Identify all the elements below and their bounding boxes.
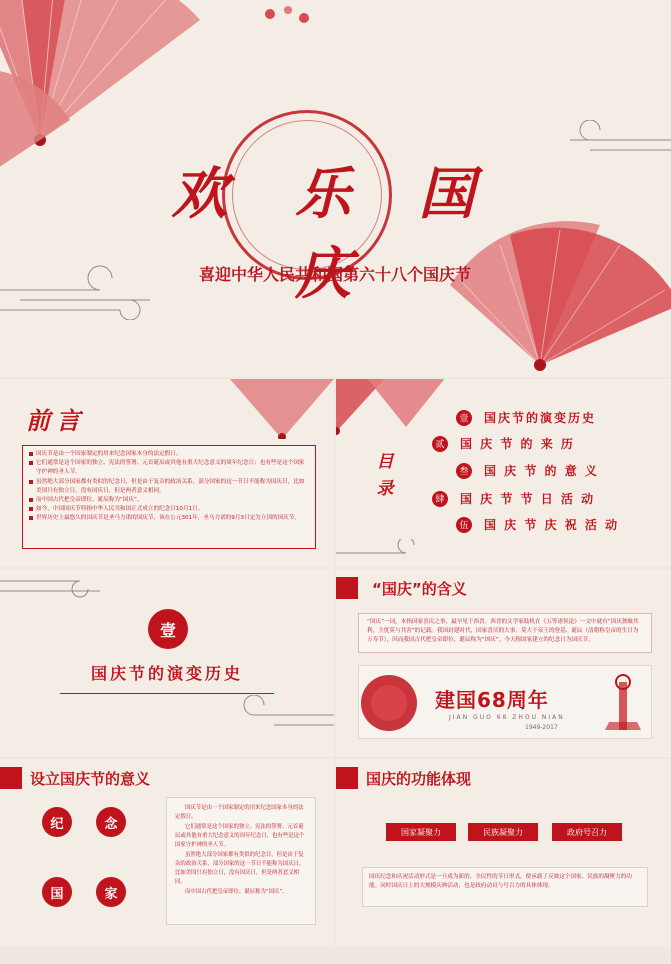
monument-icon [599,672,647,734]
circle-char-2: 念 [96,807,126,837]
significance-slide [0,759,334,947]
preface-paragraph: 它们通常是这个国家的独立、宪法的签署、元首诞辰或其他有重大纪念意义的周年纪念日；也有些是这个国家守护神的圣人节。 [29,459,309,477]
contents-heading: 目录 [376,452,394,499]
banner-title: 建国68周年 [435,688,549,712]
cloud-pattern-icon [0,569,110,605]
meaning-heading-row [336,577,467,599]
heading-marker-icon [336,577,358,599]
toc-item-4[interactable] [432,490,595,507]
significance-heading-row [0,767,150,789]
toc-number: 伍 [456,517,472,533]
meaning-heading: “国庆”的含义 [372,579,467,598]
preface-paragraph: 虽然绝大部分国家都有类似的纪念日，但是由于复杂的政治关系，部分国家的这一节日不能称为国庆日，比如美国只有独立日，没有国庆日，但是两者意义相同。 [29,478,309,496]
toc-label: 国 庆 节 庆 祝 活 动 [484,518,620,532]
function-heading: 国庆的功能体现 [366,769,472,788]
toc-label: 国 庆 节 的 来 历 [460,437,575,451]
section-divider [60,693,274,694]
toc-item-5[interactable] [456,516,619,533]
significance-paragraph: 虽然绝大部分国家都有类似的纪念日，但是由于复杂的政治关系，部分国家的这一节日不能称为国庆日，比如美国只有独立日，没有国庆日，但是两者意义相同。 [175,852,305,885]
toc-number: 肆 [432,491,448,507]
preface-heading: 前言 [26,406,86,435]
paper-fan-icon [230,379,334,439]
heading-marker-icon [0,767,22,789]
toc-number: 叁 [456,463,472,479]
section-title: 国庆节的演变历史 [90,664,243,683]
preface-paragraph: 而中国古代把皇帝即位、诞辰称为“国庆”。 [29,496,309,505]
toc-item-3[interactable] [456,462,599,479]
significance-heading: 设立国庆节的意义 [30,769,151,788]
cover-slide [0,0,671,377]
paper-fan-left-icon [0,60,80,190]
cloud-pattern-icon [570,120,671,160]
function-pill-1: 国家凝聚力 [386,823,456,841]
function-text-box: 国庆纪念和庆祝活动形式是一旦成为新的、全民性的节日形式，便承载了反映这个国家、民族的凝聚力的功能。同时国庆日上的大规模庆典活动，也是政府动员与号召力的具体体现。 [362,867,648,907]
section-slide [0,569,334,757]
preface-paragraph: 世界历史上最悠久的国庆节是圣马力诺的国庆节，该在公元301年，圣马力诺的9月3日定为立国的国庆节。 [29,514,309,523]
cover-subtitle: 喜迎中华人民共和国第六十八个国庆节 [198,265,471,284]
section-number-badge: 壹 [148,609,188,649]
significance-paragraph: 国庆节是由一个国家制定的用来纪念国家本身的法定假日。 [175,805,304,820]
circle-char-3: 国 [42,877,72,907]
significance-paragraph: 而中国古代把皇帝即位、诞辰称为“国庆”。 [185,889,288,895]
toc-item-2[interactable] [432,435,575,452]
function-pill-3: 政府号召力 [552,823,622,841]
circle-char-1: 纪 [42,807,72,837]
meaning-quote-box: “国庆”一词，本指国家喜庆之事，最早见于西晋。西晋的文学家陆机在《五等诸侯论》一文中就有“国庆独飨其利，主忧莫与共害”的记载。我国封建时代，国家喜庆的大事，莫大于帝王的登基、诞辰（清朝称皇帝的生日为万寿节），因而我国古代把皇帝即位、诞辰称为“国庆”。今天称国家建立的纪念日为国庆节。 [358,613,652,653]
banner-pinyin: JIAN GUO 68 ZHOU NIAN [449,714,565,721]
anniversary-banner [358,665,652,739]
function-pill-2: 民族凝聚力 [468,823,538,841]
preface-paragraph: 国庆节是由一个国家制定的用来纪念国家本身的法定假日。 [29,450,309,459]
preface-paragraph: 如今，中国国庆节特指中华人民共和国正式成立的纪念日10月1日。 [29,505,309,514]
paper-fan-cluster-icon [336,379,446,437]
function-heading-row [336,767,471,789]
contents-slide [336,379,671,567]
circle-char-4: 家 [96,877,126,907]
toc-label: 国 庆 节 的 意 义 [484,464,599,478]
preface-text-box [22,445,316,549]
cloud-pattern-icon [336,539,436,567]
toc-item-1[interactable] [456,409,596,426]
meaning-slide [336,569,671,757]
significance-paragraph: 它们通常是这个国家的独立、宪法的签署、元首诞辰或其他有重大纪念意义的周年纪念日，也有些是这个国家守护神的圣人节。 [175,824,305,848]
toc-number: 贰 [432,436,448,452]
cover-title: 欢 乐 国 庆 [171,161,499,307]
banner-date: 1949-2017 [525,724,558,731]
cloud-pattern-icon [234,695,334,735]
toc-label: 国庆节的演变历史 [484,411,597,425]
heading-marker-icon [336,767,358,789]
toc-label: 国 庆 节 节 日 活 动 [460,492,596,506]
significance-text-box [166,797,316,925]
plum-blossom-icon [258,2,318,32]
function-slide [336,759,671,947]
preface-slide [0,379,334,567]
red-lantern-icon [359,672,429,734]
toc-number: 壹 [456,410,472,426]
